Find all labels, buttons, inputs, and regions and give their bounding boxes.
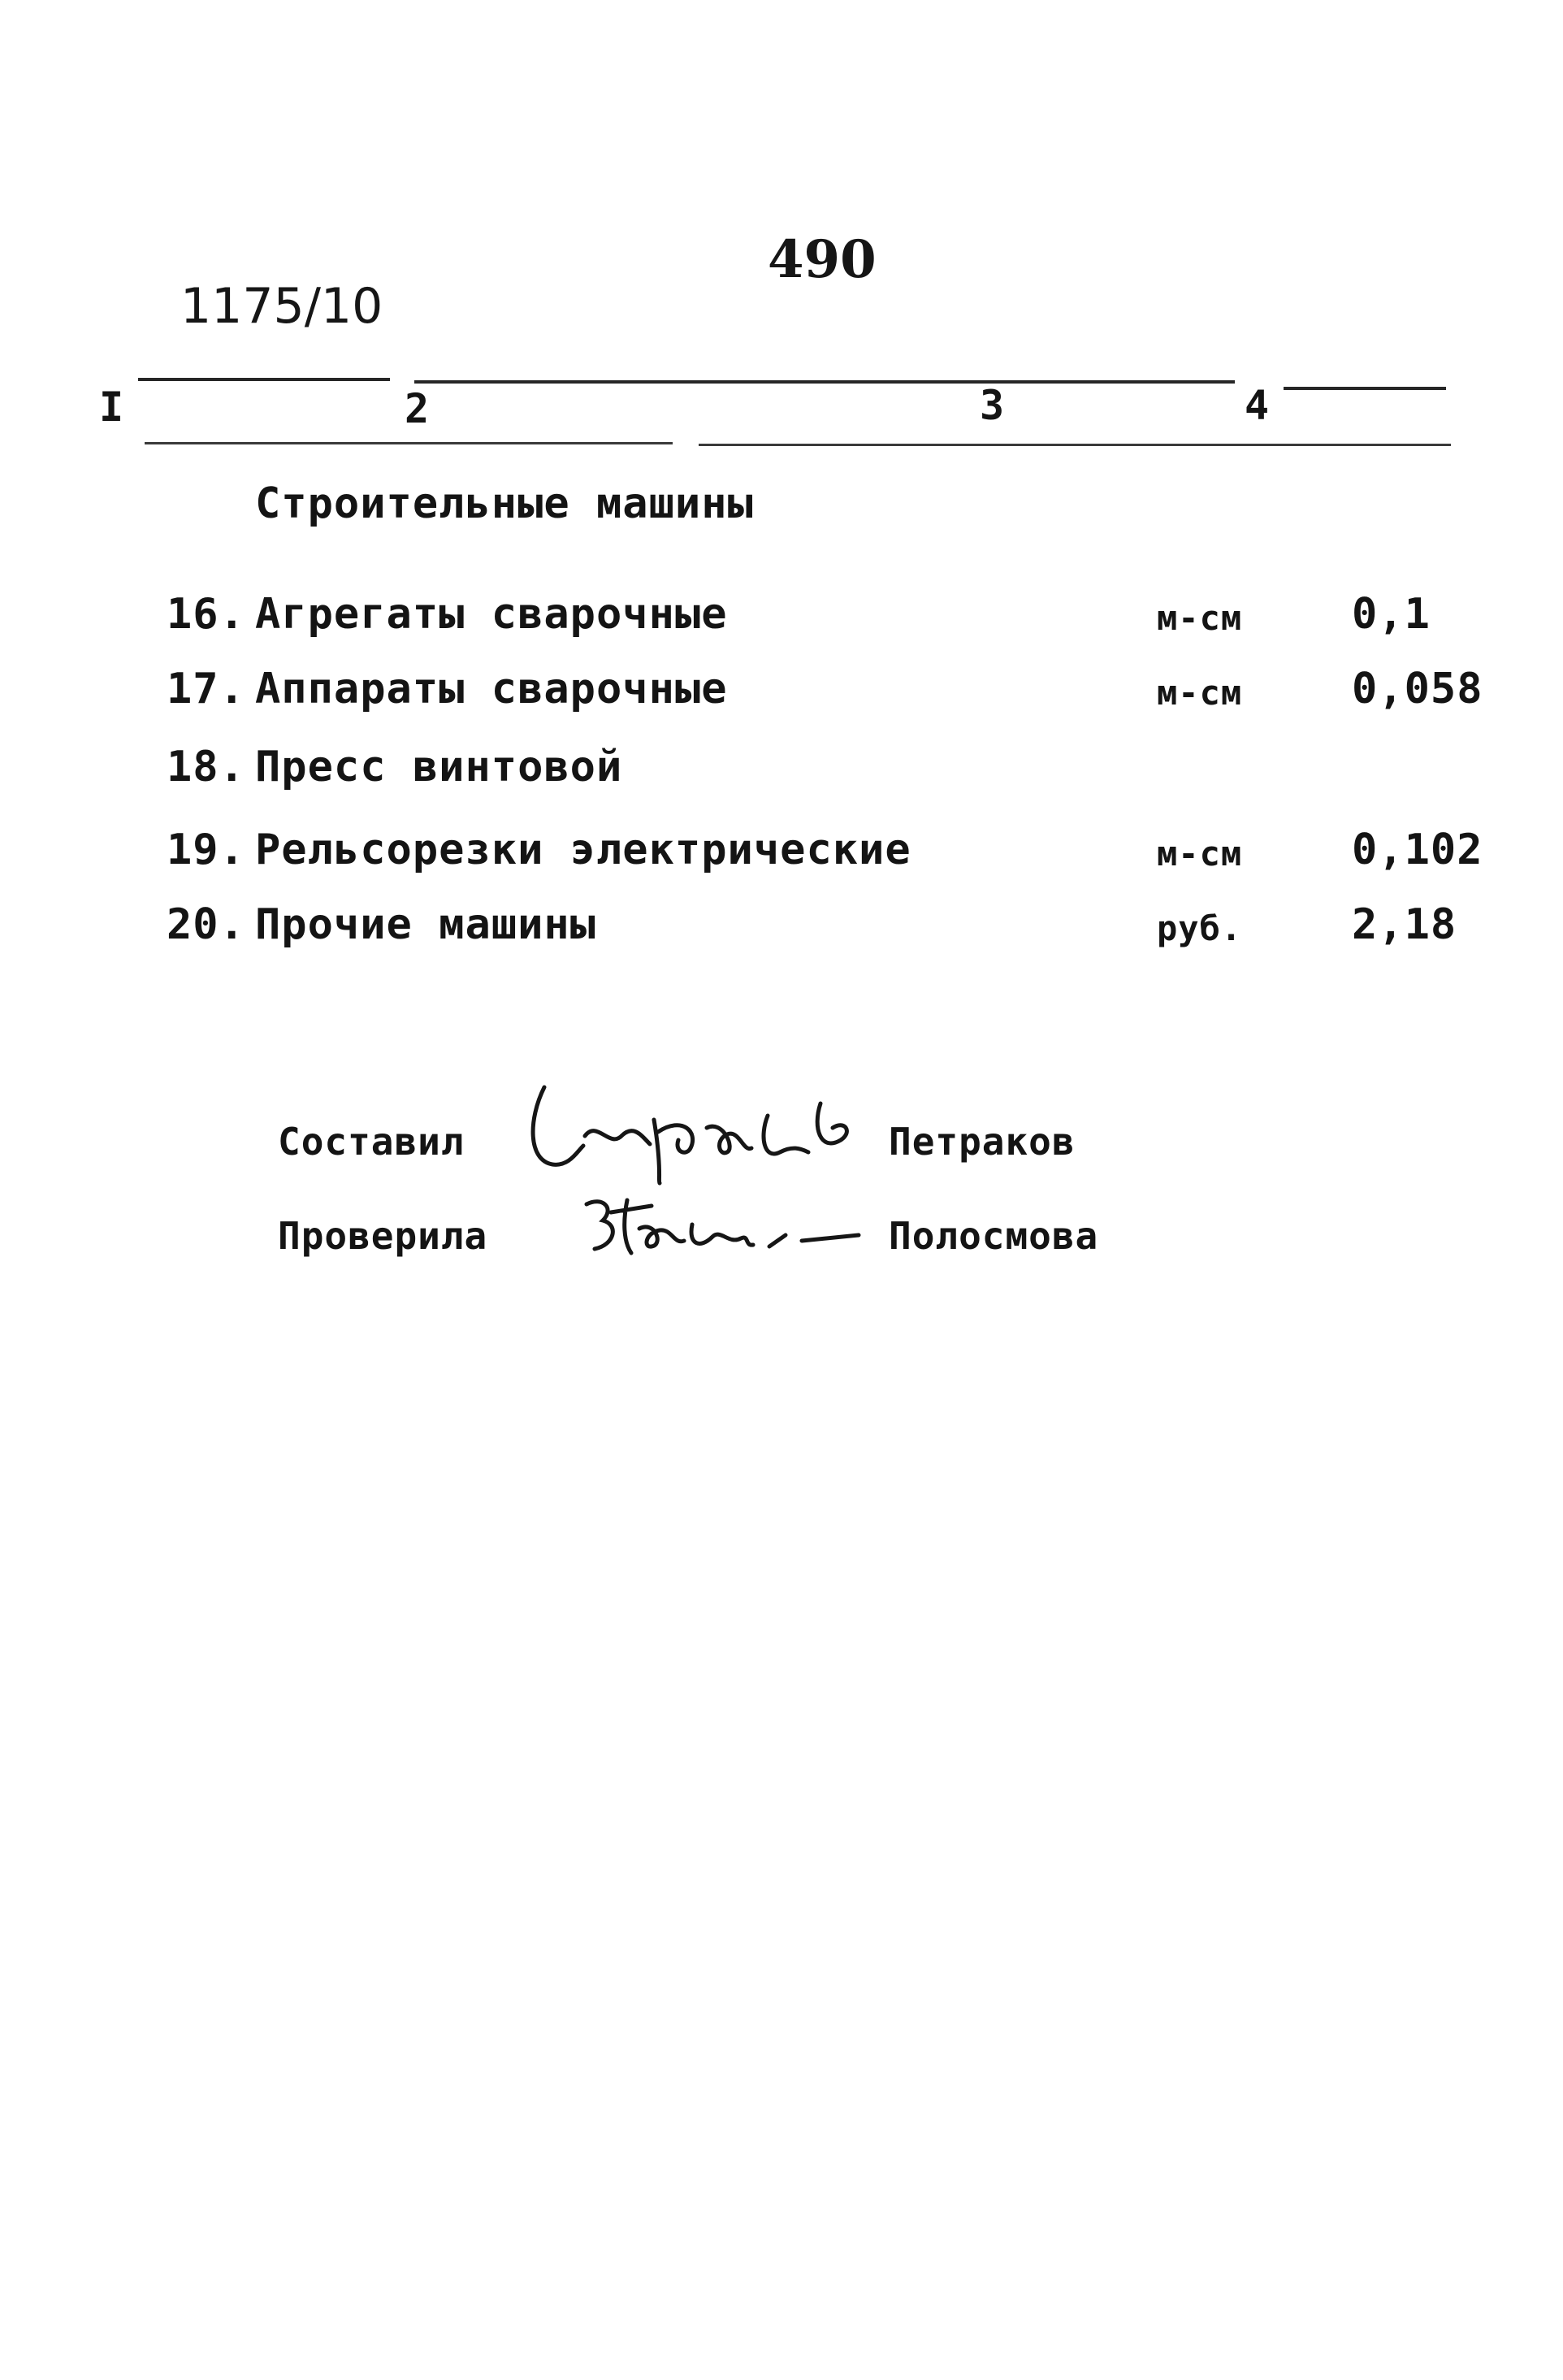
column-header-1: I — [99, 384, 125, 431]
row-17-number: 17. — [167, 665, 245, 713]
row-17-unit: м-см — [1157, 673, 1243, 713]
column-header-4: 4 — [1245, 382, 1271, 429]
compiled-by-name: Петраков — [889, 1120, 1076, 1164]
column-header-3: 3 — [980, 382, 1006, 429]
row-16-name: Агрегаты сварочные — [255, 590, 728, 639]
row-20-unit: руб. — [1157, 908, 1243, 948]
row-18-number: 18. — [167, 743, 245, 791]
row-16-unit: м-см — [1157, 598, 1243, 638]
row-16-number: 16. — [167, 590, 245, 639]
column-header-2: 2 — [405, 385, 431, 432]
row-19-value: 0,102 — [1352, 826, 1483, 874]
row-18-name: Пресс винтовой — [255, 743, 623, 791]
compiled-by-label: Составил — [278, 1120, 465, 1164]
row-19-name: Рельсорезки электрические — [255, 826, 911, 874]
checked-signature-icon — [578, 1188, 871, 1277]
row-17-value: 0,058 — [1352, 665, 1483, 713]
row-19-number: 19. — [167, 826, 245, 874]
row-20-value: 2,18 — [1352, 900, 1457, 949]
checked-by-name: Полосмова — [889, 1214, 1099, 1258]
header-rule-top-mid — [414, 380, 1235, 384]
header-rule-bottom-left — [145, 442, 673, 444]
row-16-value: 0,1 — [1352, 590, 1431, 639]
page-number: 490 — [768, 229, 877, 290]
row-20-number: 20. — [167, 900, 245, 949]
row-17-name: Аппараты сварочные — [255, 665, 728, 713]
checked-by-label: Проверила — [278, 1214, 488, 1258]
header-rule-top-left — [138, 378, 390, 381]
document-code: 1175/10 — [180, 278, 383, 335]
section-title: Строительные машины — [255, 479, 754, 528]
header-rule-top-right — [1284, 387, 1446, 390]
row-19-unit: м-см — [1157, 834, 1243, 874]
row-20-name: Прочие машины — [255, 900, 596, 949]
compiled-signature-icon — [520, 1071, 861, 1185]
header-rule-bottom-right — [699, 444, 1451, 446]
